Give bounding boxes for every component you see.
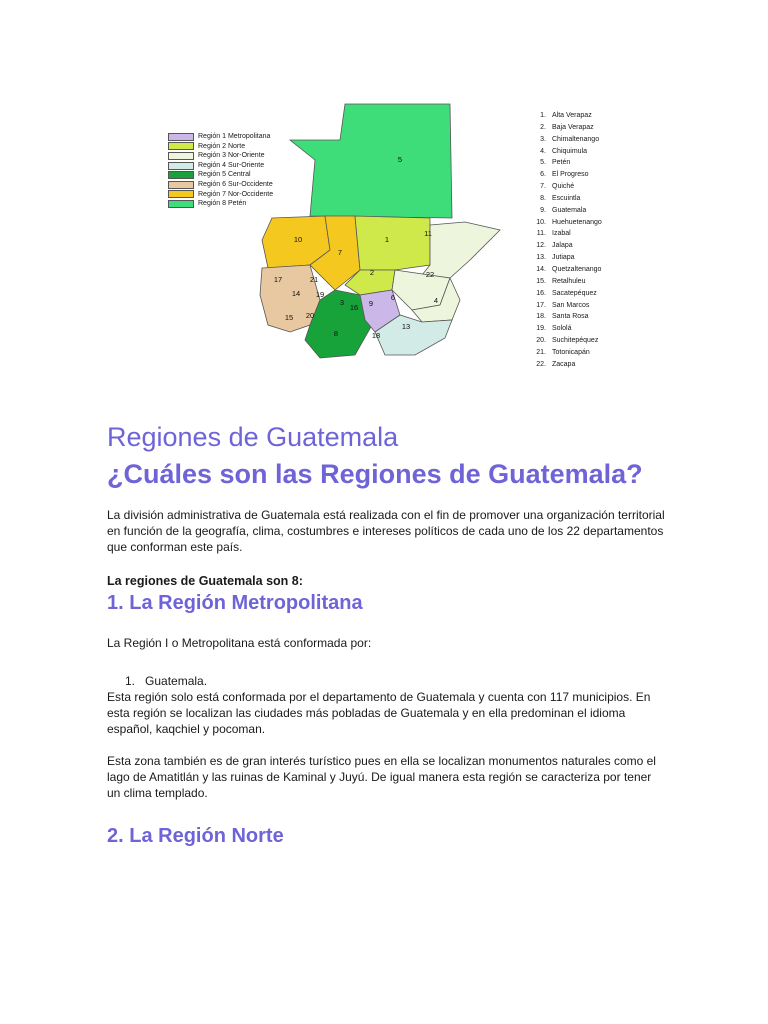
- department-name: Chiquimula: [552, 147, 588, 155]
- department-entry: [526, 323, 602, 335]
- section-1-paragraph-1: Esta región solo está conformada por el departamento de Guatemala y cuenta con 117 municipios. En esta región se localizan las ciudades más pobladas de Guatemala y en ella predominan el idioma español, kaqchiel y pocoman.: [107, 690, 651, 736]
- department-name: Sololá: [552, 325, 572, 333]
- department-entry: [526, 311, 602, 323]
- map-department-number: 1: [384, 235, 390, 244]
- department-name: Totonicapán: [552, 348, 590, 356]
- department-entry: [526, 288, 602, 300]
- department-entry: [526, 228, 602, 240]
- legend-label: Región 2 Norte: [198, 142, 246, 150]
- department-number: 21.: [536, 348, 546, 356]
- department-number: 2.: [540, 123, 546, 131]
- department-number: 22.: [536, 360, 546, 368]
- legend-label: Región 1 Metropolitana: [198, 133, 271, 140]
- map-department-number: 11: [424, 229, 432, 238]
- department-entry: [526, 240, 602, 252]
- legend-swatch: [168, 162, 194, 170]
- department-entry: [526, 217, 602, 229]
- map-department-number: 20: [305, 311, 315, 320]
- legend-label: Región 4 Sur-Oriente: [198, 161, 265, 169]
- legend-entry: [168, 180, 273, 190]
- department-entry: [526, 110, 602, 122]
- article-content: [107, 420, 667, 848]
- legend-swatch: [168, 181, 194, 189]
- map-department-number: 19: [315, 290, 325, 299]
- department-name: Quiché: [552, 183, 575, 191]
- map-department-number: 21: [309, 275, 319, 284]
- department-entry: [526, 264, 602, 276]
- legend-label: Región 8 Petén: [198, 200, 247, 208]
- department-number: 9.: [540, 206, 546, 214]
- map-department-number: 9: [368, 299, 374, 308]
- legend-swatch: [168, 142, 194, 150]
- section-1-list-item: [107, 673, 667, 689]
- department-entry: [526, 146, 602, 158]
- department-entry: [526, 300, 602, 312]
- map-department-number: 7: [337, 248, 343, 257]
- department-name: Quetzaltenango: [552, 265, 602, 273]
- department-number: 13.: [536, 254, 546, 262]
- legend-swatch: [168, 133, 194, 141]
- legend-entry: [168, 190, 273, 200]
- department-entry: [526, 169, 602, 181]
- department-name: Petén: [552, 159, 571, 167]
- department-entry: [526, 276, 602, 288]
- map-department-number: 17: [273, 275, 283, 284]
- department-name: Escuintla: [552, 194, 581, 202]
- department-number: 11.: [536, 230, 546, 238]
- section-1-lead: La Región I o Metropolitana está conformada por:: [107, 636, 372, 650]
- department-number: 15.: [536, 277, 546, 285]
- section-1-paragraph-2: Esta zona también es de gran interés turístico pues en ella se localizan monumentos naturales como el lago de Amatitlán y las ruinas de Kaminal y Juyú. De igual manera esta región se caracteriza por tener un clima templado.: [107, 754, 656, 800]
- legend-swatch: [168, 171, 194, 179]
- department-entry: [526, 347, 602, 359]
- department-number: 16.: [536, 289, 546, 297]
- region-peten: [290, 104, 452, 218]
- department-entry: [526, 122, 602, 134]
- department-entry: [526, 157, 602, 169]
- department-name: Jutiapa: [552, 254, 575, 262]
- department-list: [526, 110, 602, 371]
- page-title: Regiones de Guatemala: [107, 422, 399, 452]
- department-name: Huehuetenango: [552, 218, 602, 226]
- map-department-number: 15: [284, 313, 294, 322]
- legend-label: Región 6 Sur-Occidente: [198, 180, 273, 188]
- department-number: 4.: [540, 147, 546, 155]
- department-name: Santa Rosa: [552, 313, 589, 321]
- legend-swatch: [168, 200, 194, 208]
- legend-entry: [168, 170, 273, 180]
- department-number: 5.: [540, 159, 546, 167]
- department-name: Izabal: [552, 230, 571, 238]
- department-entry: [526, 359, 602, 371]
- department-name: El Progreso: [552, 171, 589, 179]
- department-number: 1.: [540, 112, 546, 119]
- department-number: 8.: [540, 194, 546, 202]
- department-number: 7.: [540, 183, 546, 191]
- legend-entry: [168, 142, 273, 152]
- region-alta-verapaz: [355, 216, 430, 270]
- legend-label: Región 3 Nor-Oriente: [198, 152, 265, 160]
- department-name: Zacapa: [552, 360, 576, 368]
- department-number: 19.: [536, 325, 546, 333]
- department-name: Retalhuleu: [552, 277, 586, 285]
- page-question-heading: ¿Cuáles son las Regiones de Guatemala?: [107, 459, 643, 489]
- department-name: Suchitepéquez: [552, 337, 599, 345]
- map-department-number: 13: [401, 322, 411, 331]
- department-number: 3.: [540, 135, 546, 143]
- department-name: Jalapa: [552, 242, 573, 250]
- legend-entry: [168, 199, 273, 209]
- department-name: Guatemala: [552, 206, 587, 214]
- intro-paragraph: La división administrativa de Guatemala está realizada con el fin de promover una organización territorial en función de la geografía, clima, costumbres e intereses políticos de cada uno de los 22 departamentos que conforman este país.: [107, 508, 665, 554]
- map-department-number: 22: [425, 270, 435, 279]
- department-name: Alta Verapaz: [552, 112, 592, 119]
- department-entry: [526, 181, 602, 193]
- legend-entry: [168, 151, 273, 161]
- legend-swatch: [168, 152, 194, 160]
- legend-swatch: [168, 190, 194, 198]
- map-department-number: 6: [390, 293, 396, 302]
- guatemala-regions-map: [160, 100, 630, 372]
- section-2-heading: 2. La Región Norte: [107, 825, 284, 847]
- map-department-number: 5: [397, 155, 403, 164]
- section-1-heading: 1. La Región Metropolitana: [107, 592, 363, 614]
- department-entry: [526, 134, 602, 146]
- department-name: San Marcos: [552, 301, 590, 309]
- department-number: 10.: [536, 218, 546, 226]
- list-item-text: Guatemala.: [145, 674, 208, 688]
- map-department-number: 3: [339, 298, 345, 307]
- legend-entry: [168, 161, 273, 171]
- map-department-number: 14: [291, 289, 301, 298]
- map-department-number: 8: [333, 329, 339, 338]
- department-number: 14.: [536, 265, 546, 273]
- list-item-number: 1.: [125, 674, 136, 688]
- regions-count-line: La regiones de Guatemala son 8:: [107, 574, 303, 588]
- map-department-number: 10: [293, 235, 303, 244]
- department-name: Baja Verapaz: [552, 123, 594, 131]
- department-entry: [526, 252, 602, 264]
- map-department-number: 4: [433, 296, 439, 305]
- map-department-number: 2: [369, 268, 375, 277]
- department-number: 6.: [540, 171, 546, 179]
- department-number: 18.: [536, 313, 546, 321]
- map-department-number: 18: [371, 331, 381, 340]
- legend-label: Región 7 Nor-Occidente: [198, 190, 274, 198]
- department-name: Sacatepéquez: [552, 289, 597, 297]
- map-legend: [168, 132, 273, 209]
- department-entry: [526, 205, 602, 217]
- legend-entry: [168, 132, 273, 142]
- map-department-number: 16: [349, 303, 359, 312]
- department-name: Chimaltenango: [552, 135, 600, 143]
- department-number: 20.: [536, 337, 546, 345]
- department-entry: [526, 193, 602, 205]
- legend-label: Región 5 Central: [198, 171, 251, 179]
- department-entry: [526, 335, 602, 347]
- department-number: 17.: [536, 301, 546, 309]
- department-number: 12.: [536, 242, 546, 250]
